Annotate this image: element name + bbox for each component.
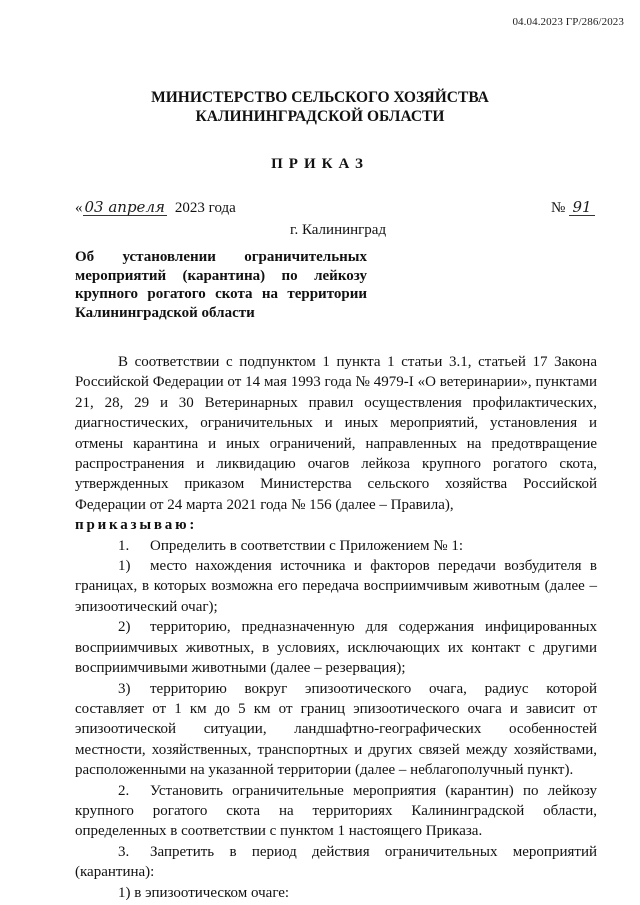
- item-3-number: 3.: [118, 843, 130, 860]
- order-subject: Об установлении ограничительных мероприятий (карантина) по лейкозу крупного рогатого скота на территории Калининградской области: [75, 249, 367, 321]
- prikazyvayu-line: [75, 515, 597, 535]
- document-type-title: ПРИКАЗ: [271, 156, 369, 172]
- item-1-text: Определить в соответствии с Приложением № 1:: [150, 537, 463, 554]
- item-2: [75, 781, 597, 842]
- subitem-3-text: территорию вокруг эпизоотического очага, радиус которой составляет от 1 км до 5 км от границ эпизоотического очага и зависит от эпизоотической ситуации, ландшафтно-географических особенностей местности, хозяйственных, транспортных и других связей между хозяйствами, расположенными на указанной территории (далее – неблагополучный пункт).: [75, 680, 597, 779]
- item-2-text: Установить ограничительные мероприятия (карантин) по лейкозу крупного рогатого скота на территориях Калининградской области, определенных в соответствии с пунктом 1 настоящего Приказа.: [75, 782, 597, 840]
- subitem-2-number: 2): [118, 619, 131, 636]
- item-1-number: 1.: [118, 537, 130, 554]
- prikazyvayu-word: приказываю:: [75, 517, 198, 534]
- ministry-line-2: КАЛИНИНГРАДСКОЙ ОБЛАСТИ: [195, 108, 445, 125]
- order-body: [75, 352, 597, 903]
- ministry-heading: [0, 88, 640, 126]
- item-3: [75, 842, 597, 883]
- preamble-paragraph: В соответствии с подпунктом 1 пункта 1 статьи 3.1, статьей 17 Закона Российской Федерации от 14 мая 1993 года № 4979-I «О ветеринарии», пунктами 21, 28, 29 и 30 Ветеринарных правил осуществления профилактических, диагностических, ограничительных и иных мероприятий, установления и отмены карантина и иных ограничений, направленных на предотвращение распространения и ликвидацию очагов лейкоза крупного рогатого скота, утвержденных приказом Министерства сельского хозяйства Российской Федерации от 24 марта 2021 года № 156 (далее – Правила),: [75, 354, 597, 513]
- subitem-1: [75, 556, 597, 617]
- handwritten-date: 03 апреля: [84, 198, 165, 216]
- subitem-1-text: место нахождения источника и факторов передачи возбудителя в границах, в которых возможна его передача восприимчивым животным (далее – эпизоотический очаг);: [75, 558, 597, 615]
- handwritten-number: 91: [569, 199, 595, 216]
- date-year: 2023 года: [174, 200, 236, 216]
- item-1: [75, 536, 597, 556]
- subitem-3-number: 3): [118, 680, 131, 697]
- subitem-2: [75, 617, 597, 678]
- item-3-text: Запретить в период действия ограничительных мероприятий (карантина):: [75, 843, 597, 881]
- subitem-2-text: территорию, предназначенную для содержания инфицированных восприимчивых животных, в условиях, исключающих их контакт с другими восприимчивыми животными (далее – резервация);: [75, 619, 597, 677]
- order-date: [75, 199, 236, 217]
- ministry-line-1: МИНИСТЕРСТВО СЕЛЬСКОГО ХОЗЯЙСТВА: [151, 89, 489, 106]
- city-line: г. Калининград: [290, 222, 387, 238]
- item-2-number: 2.: [118, 782, 130, 799]
- subitem-3: [75, 679, 597, 781]
- number-sign: №: [550, 200, 566, 216]
- item-3-subitem-1: 1) в эпизоотическом очаге:: [118, 884, 290, 901]
- date-open-quote: «: [75, 200, 83, 216]
- order-number: [551, 199, 595, 217]
- subitem-1-number: 1): [118, 558, 131, 575]
- date-number-line: [75, 199, 595, 221]
- registration-stamp: 04.04.2023 ГР/286/2023: [512, 16, 624, 28]
